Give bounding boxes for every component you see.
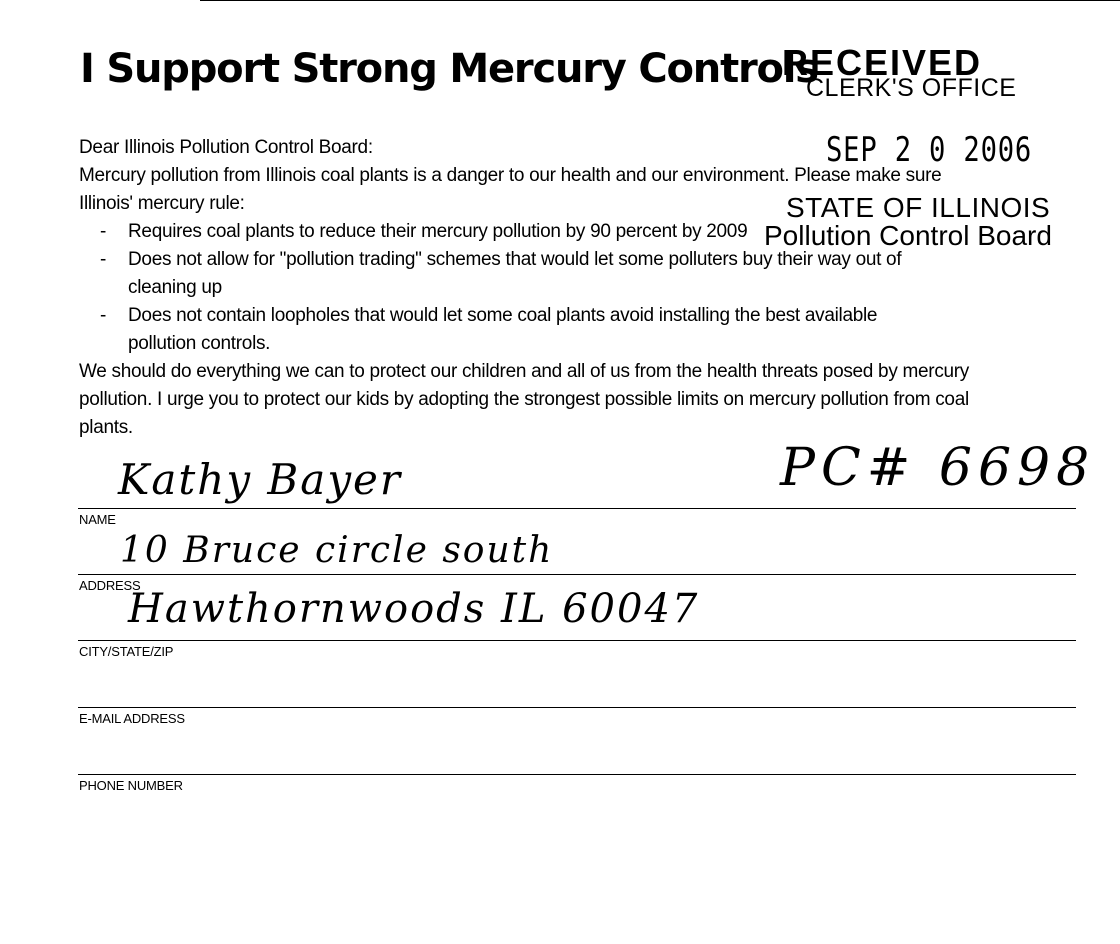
city-state-zip-field-label: CITY/STATE/ZIP [79,644,174,659]
page-title: I Support Strong Mercury Controls [80,46,818,92]
closing-line: pollution. I urge you to protect our kids by adopting the strongest possible limits on mercury pollution from coal [79,389,969,410]
stamp-board-text: Pollution Control Board [764,220,1052,251]
letter-greeting: Dear Illinois Pollution Control Board: [79,137,373,158]
requirements-list [100,218,901,358]
intro-line: Illinois' mercury rule: [79,193,245,214]
city-state-zip-field-value[interactable]: Hawthornwoods IL 60047 [128,586,700,632]
name-field-label: NAME [79,512,116,527]
bullet-text: Does not allow for "pollution trading" schemes that would let some polluters buy their way out of [128,249,902,270]
address-field-value[interactable]: 10 Bruce circle south [120,530,554,571]
phone-field-label: PHONE NUMBER [79,778,183,793]
name-field-value[interactable]: Kathy Bayer [118,455,402,504]
bullet-dash: - [100,249,107,270]
closing-line: We should do everything we can to protect our children and all of us from the health threats posed by mercury [79,361,970,382]
bullet-dash: - [100,305,107,326]
phone-field-line [78,774,1076,775]
email-field-line [78,707,1076,708]
stamp-office-text: CLERK'S OFFICE [806,74,1017,102]
name-field-line [78,508,1076,509]
address-field-line [78,574,1076,575]
city-state-zip-field-line [78,640,1076,641]
list-item [100,302,901,358]
stamp-received-text: RECEIVED [782,42,983,83]
bullet-text: Requires coal plants to reduce their mercury pollution by 90 percent by 2009 [128,221,748,242]
list-item [100,218,901,246]
intro-line: Mercury pollution from Illinois coal plants is a danger to our health and our environment. Please make sure [79,165,942,186]
list-item [100,246,901,302]
pc-number-annotation: PC# 6698 [780,438,1096,498]
letter-intro [79,162,941,218]
address-field-label: ADDRESS [79,578,141,593]
stamp-state-text: STATE OF ILLINOIS [786,192,1051,223]
letter-closing [79,358,969,442]
bullet-dash: - [100,221,107,242]
stamp-date: SEP 2 0 2006 [826,130,1033,170]
bullet-text: Does not contain loopholes that would let some coal plants avoid installing the best available [128,305,878,326]
email-field-label: E-MAIL ADDRESS [79,711,185,726]
top-border-line [200,0,1120,1]
bullet-text: cleaning up [128,277,222,298]
bullet-text: pollution controls. [128,333,271,354]
closing-line: plants. [79,417,133,438]
